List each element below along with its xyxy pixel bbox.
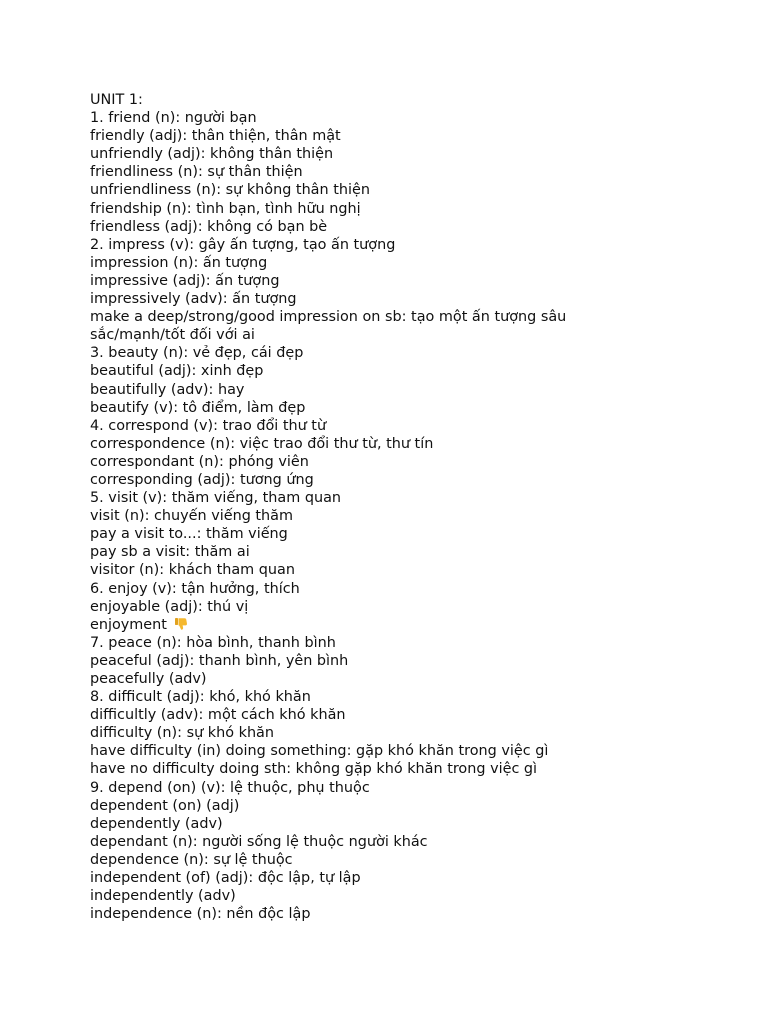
text-line: friendliness (n): sự thân thiện [90,164,303,181]
text-line: peaceful (adj): thanh bình, yên bình [90,652,349,669]
text-line: dependently (adv) [90,815,223,832]
text-line: make a deep/strong/good impression on sb: tạo một ấn tượng sâu [90,309,567,326]
text-line: friendless (adj): không có bạn bè [90,218,328,235]
text-line: friendly (adj): thân thiện, thân mật [90,128,341,145]
text-line: peacefully (adv) [90,671,207,687]
text-line: impressively (adv): ấn tượng [90,291,297,308]
text-line: enjoyable (adj): thú vị [90,598,249,615]
text-line-enjoyment [90,616,750,634]
text-line: 4. correspond (v): trao đổi thư từ [90,417,327,434]
unit-heading: UNIT 1: [90,92,143,108]
text-line: 7. peace (n): hòa bình, thanh bình [90,634,336,651]
text-line: unfriendly (adj): không thân thiện [90,146,334,163]
text-line: pay sb a visit: thăm ai [90,544,250,561]
text-line: correspondant (n): phóng viên [90,453,309,470]
text-line: corresponding (adj): tương ứng [90,471,314,488]
text-line: 5. visit (v): thăm viếng, tham quan [90,490,342,507]
text-line: 3. beauty (n): vẻ đẹp, cái đẹp [90,345,304,362]
text-line: beautiful (adj): xinh đẹp [90,363,264,380]
thumbs-down-icon [174,617,188,631]
text-line: 6. enjoy (v): tận hưởng, thích [90,580,300,597]
text-line: dependence (n): sự lệ thuộc [90,851,293,868]
text-line: independent (of) (adj): độc lập, tự lập [90,870,361,887]
text-line: independence (n): nền độc lập [90,906,311,923]
text-line: 1. friend (n): người bạn [90,110,257,127]
document-page [90,91,750,923]
text-line: 2. impress (v): gây ấn tượng, tạo ấn tượng [90,236,396,253]
text-line: unfriendliness (n): sự không thân thiện [90,182,370,199]
text-line: 9. depend (on) (v): lệ thuộc, phụ thuộc [90,779,370,796]
text-line: difficulty (n): sự khó khăn [90,725,275,742]
text-line: visit (n): chuyến viếng thăm [90,508,294,525]
text-line: sắc/mạnh/tốt đối với ai [90,327,255,344]
text-line: visitor (n): khách tham quan [90,562,295,579]
text-line: impressive (adj): ấn tượng [90,272,280,289]
text-line: independently (adv) [90,888,236,905]
text-line: dependant (n): người sống lệ thuộc người khác [90,833,428,850]
text-line: have difficulty (in) doing something: gặp khó khăn trong việc gì [90,743,549,760]
text-line: difficultly (adv): một cách khó khăn [90,707,346,724]
text-line: correspondence (n): việc trao đổi thư từ, thư tín [90,435,434,452]
text-line: 8. difficult (adj): khó, khó khăn [90,689,311,706]
text-line: pay a visit to...: thăm viếng [90,526,288,543]
text-line: dependent (on) (adj) [90,797,240,814]
text-line: enjoyment [90,616,167,633]
text-line: friendship (n): tình bạn, tình hữu nghị [90,200,361,217]
text-line: beautifully (adv): hay [90,381,245,398]
text-line: beautify (v): tô điểm, làm đẹp [90,399,306,416]
text-line: impression (n): ấn tượng [90,254,268,271]
text-line: have no difficulty doing sth: không gặp khó khăn trong việc gì [90,761,538,778]
